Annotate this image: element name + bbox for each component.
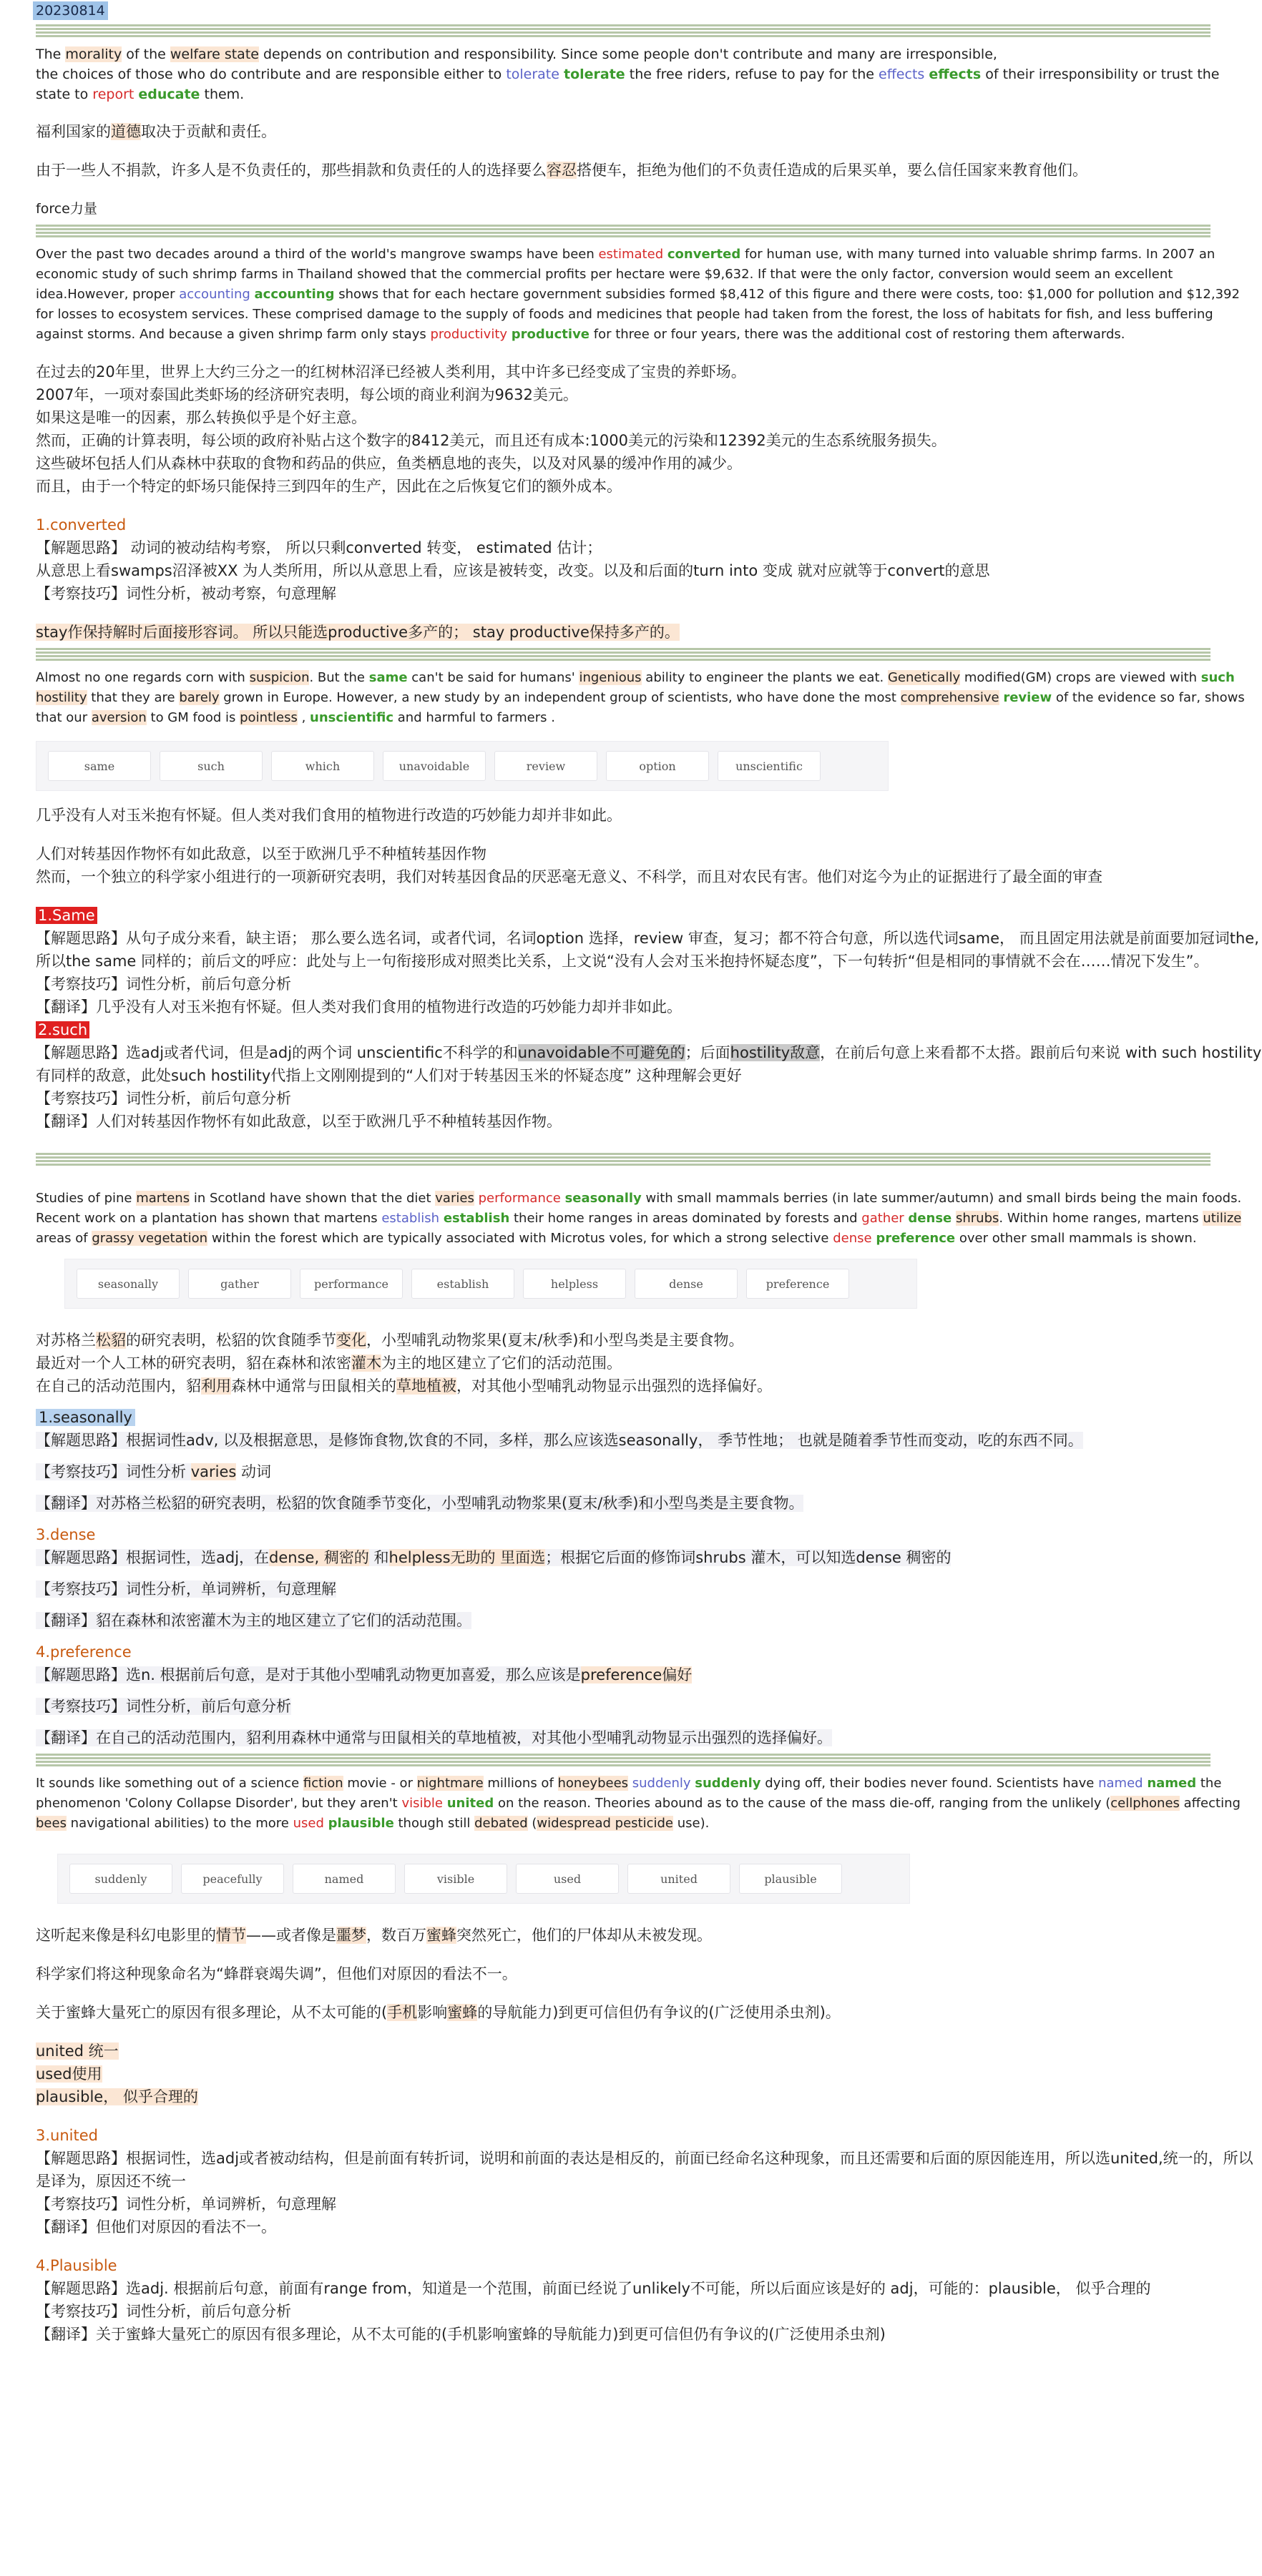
text-run: 森林中通常与田鼠相关的 <box>231 1377 396 1395</box>
passage-3-chinese-2: 人们对转基因作物怀有如此敌意，以至于欧洲几乎不种植转基因作物 <box>36 845 486 862</box>
text-run: for three or four years, there was the additional cost of restoring them afterwards. <box>590 327 1125 342</box>
text-run: 对苏格兰 <box>36 1332 96 1349</box>
text-run: to GM food is <box>146 710 240 725</box>
option-button[interactable]: visible <box>404 1864 507 1894</box>
highlighted-word: barely <box>179 690 220 705</box>
highlighted-word: 情节 <box>216 1927 246 1944</box>
translation-sentence: 而且，由于一个特定的虾场只能保持三到四年的生产，因此在之后恢复它们的额外成本。 <box>36 478 622 495</box>
passage-4-chinese-2 <box>36 1352 1262 1375</box>
text-run: 这听起来像是科幻电影里的 <box>36 1927 216 1944</box>
option-button[interactable]: establish <box>411 1269 514 1299</box>
wrong-answer-word: estimated <box>598 247 664 262</box>
option-button[interactable]: unscientific <box>718 751 821 781</box>
highlighted-word: suspicion <box>249 670 310 685</box>
highlighted-word: honeybees <box>557 1776 629 1791</box>
passage-5-chinese-3 <box>36 2001 1262 2024</box>
passage-1-chinese-2 <box>36 159 1262 182</box>
text-run: 的导航能力)到更可信但仍有争议的(广泛使用杀虫剂)。 <box>477 2004 841 2021</box>
option-button[interactable]: used <box>516 1864 619 1894</box>
analysis-line: 【解题思路】选n. 根据前后句意，是对于其他小型哺乳动物更加喜爱，那么应该是preference偏好 <box>36 1666 693 1683</box>
wrong-answer-word: gather <box>861 1211 904 1226</box>
vocab-item: united 统一 <box>36 2042 119 2060</box>
analysis-line: 【解题思路】根据词性，选adj或者被动结构，但是前面有转折词，说明和前面的表达是相反的，前面已经命名这种现象，而且还需要和后面的原因能连用，所以选united,统一的，所以是译为，原因还不统一 <box>36 2150 1253 2190</box>
blank-word: named <box>1098 1776 1143 1791</box>
text-run: 取决于贡献和责任。 <box>141 123 276 140</box>
section-divider <box>36 24 1210 37</box>
highlighted-word: pointless <box>240 710 298 725</box>
wrong-answer-word: performance <box>478 1191 561 1206</box>
text-run: 在自己的活动范围内，貂 <box>36 1377 201 1395</box>
analysis-line: 【解题思路】根据词性，选adj，在dense, 稠密的 和helpless无助的 里面选；根据它后面的修饰词shrubs 灌木，可以知选dense 稠密的 <box>36 1549 952 1566</box>
passage-2-english <box>36 245 1252 345</box>
option-button[interactable]: plausible <box>739 1864 842 1894</box>
answer-title-converted: 1.converted <box>36 516 127 534</box>
option-button[interactable]: unavoidable <box>383 751 486 781</box>
option-button[interactable]: seasonally <box>77 1269 180 1299</box>
text-run: affecting <box>1179 1796 1241 1811</box>
option-button[interactable]: such <box>160 751 263 781</box>
text-run: 为主的地区建立了它们的活动范围。 <box>381 1355 622 1372</box>
text-run: Studies of pine <box>36 1191 137 1206</box>
option-button[interactable]: named <box>293 1864 396 1894</box>
highlighted-word: martens <box>136 1191 190 1206</box>
answer-word: review <box>1003 690 1052 705</box>
text-run: 影响 <box>417 2004 448 2021</box>
translation-line: 【翻译】在自己的活动范围内，貂利用森林中通常与田鼠相关的草地植被，对其他小型哺乳动物显示出强烈的选择偏好。 <box>36 1729 832 1746</box>
text-run: . But the <box>309 670 369 685</box>
answer-word: dense <box>908 1211 952 1226</box>
passage-4-english <box>36 1189 1252 1249</box>
highlighted-word: shrubs <box>955 1211 999 1226</box>
text-run: modified(GM) crops are viewed with <box>960 670 1201 685</box>
section-divider <box>36 1754 1210 1766</box>
analysis-line: 【解题思路】选adj或者代词，但是adj的两个词 unscientific不科学的和unavoidable不可避免的；后面hostility敌意，在前后句意上来看都不太搭。跟前后句来说 with such hostility有同样的敌意，此处such hostility代指上文刚刚提到的“人们对于转基因玉米的怀疑态度” 这种理解会更好 <box>36 1044 1262 1084</box>
highlighted-word: Genetically <box>887 670 961 685</box>
text-run: ，对其他小型哺乳动物显示出强烈的选择偏好。 <box>456 1377 772 1395</box>
option-button[interactable]: performance <box>300 1269 403 1299</box>
analysis-line: 【解题思路】 动词的被动结构考察， 所以只剩converted 转变， estimated 估计； <box>36 539 602 556</box>
text-run: of their irresponsibility or trust the state to <box>36 67 1220 102</box>
passage-5-chinese-2: 科学家们将这种现象命名为“蜂群衰竭失调”，但他们对原因的看法不一。 <box>36 1965 517 1982</box>
text-run: areas of <box>36 1231 92 1246</box>
option-button[interactable]: same <box>48 751 151 781</box>
text-run: 的研究表明，松貂的饮食随季节 <box>126 1332 336 1349</box>
highlighted-word: 草地植被 <box>396 1377 456 1395</box>
text-run: the choices of those who do contribute and are responsible either to <box>36 67 507 82</box>
analysis-line: 从意思上看swamps沼泽被XX 为人类所用，所以从意思上看，应该是被转变，改变。以及和后面的turn into 变成 就对应就等于convert的意思 <box>36 562 990 579</box>
highlighted-word: grassy vegetation <box>92 1231 208 1246</box>
passage-5-chinese-1 <box>36 1924 1262 1947</box>
vocab-item: plausible， 似乎合理的 <box>36 2088 198 2105</box>
highlighted-word: utilize <box>1203 1211 1242 1226</box>
highlighted-word: hostility <box>36 690 87 705</box>
text-run: Almost no one regards corn with <box>36 670 250 685</box>
option-button[interactable]: suddenly <box>69 1864 172 1894</box>
passage-1-english <box>36 44 1252 104</box>
answer-word: effects <box>929 67 982 82</box>
text-run: depends on contribution and responsibility. Since some people don't contribute and many are irresponsible, <box>258 46 997 62</box>
answer-word: named <box>1147 1776 1197 1791</box>
answer-word: accounting <box>254 287 335 302</box>
answer-word: establish <box>443 1211 510 1226</box>
highlighted-word: 噩梦 <box>336 1927 366 1944</box>
text-run: The <box>36 46 66 62</box>
option-button[interactable]: dense <box>635 1269 738 1299</box>
highlighted-word: 蜜蜂 <box>447 2004 478 2021</box>
passage-1-note: force力量 <box>36 201 97 217</box>
text-run: 关于蜜蜂大量死亡的原因有很多理论，从不太可能的( <box>36 2004 388 2021</box>
skill-line: 【考察技巧】词性分析，被动考察，句意理解 <box>36 585 336 602</box>
skill-line: 【考察技巧】词性分析 varies 动词 <box>36 1463 272 1480</box>
answer-word: such <box>1200 670 1235 685</box>
highlighted-word: fiction <box>303 1776 343 1791</box>
text-run: their home ranges in areas dominated by forests and <box>509 1211 862 1226</box>
answer-word: tolerate <box>564 67 625 82</box>
analysis-line: 【解题思路】根据词性adv, 以及根据意思，是修饰食物,饮食的不同，多样，那么应该选seasonally， 季节性地； 也就是随着季节性而变动，吃的东西不同。 <box>36 1432 1083 1449</box>
section-divider <box>36 648 1210 661</box>
text-run: on the reason. Theories abound as to the cause of the mass die-off, ranging from the unlikely ( <box>494 1796 1111 1811</box>
highlighted-word: widespread pesticide <box>537 1816 673 1831</box>
highlighted-word: ingenious <box>579 670 642 685</box>
highlighted-word: aversion <box>91 710 147 725</box>
answer-title-united: 3.united <box>36 2127 98 2144</box>
option-button[interactable]: peacefully <box>181 1864 284 1894</box>
text-run: for human use, with many turned into valuable shrimp farms. In 2007 an economic study of such shrimp farms in Thailand showed that the commercial profits per hectare were $9,632. If that were the only factor, conversion would seem an excellent idea.However, proper <box>36 247 1215 302</box>
options-panel-4 <box>64 1259 917 1309</box>
highlighted-word: debated <box>474 1816 528 1831</box>
text-run: can't be said for humans' <box>407 670 579 685</box>
stay-note: stay作保持解时后面接形容词。 所以只能选productive多产的； stay productive保持多产的。 <box>36 624 680 641</box>
passage-3-chinese-3: 然而，一个独立的科学家小组进行的一项新研究表明，我们对转基因食品的厌恶毫无意义、不科学，而且对农民有害。他们对迄今为止的证据进行了最全面的审查 <box>36 868 1102 885</box>
wrong-answer-word: visible <box>401 1796 443 1811</box>
text-run: the phenomenon 'Colony Collapse Disorder', but they aren't <box>36 1776 1222 1811</box>
blank-word: establish <box>381 1211 440 1226</box>
answer-word: educate <box>138 87 200 102</box>
passage-3-chinese-1: 几乎没有人对玉米抱有怀疑。但人类对我们食用的植物进行改造的巧妙能力却并非如此。 <box>36 807 622 824</box>
text-run: that they are <box>87 690 180 705</box>
highlighted-word: comprehensive <box>900 690 999 705</box>
text-run: though still <box>393 1816 475 1831</box>
text-run: ( <box>527 1816 537 1831</box>
answer-word: preference <box>876 1231 956 1246</box>
text-run: 突然死亡，他们的尸体却从未被发现。 <box>456 1927 712 1944</box>
translation-line: 【翻译】但他们对原因的看法不一。 <box>36 2218 276 2236</box>
text-run: ，数百万 <box>366 1927 426 1944</box>
text-run: of the <box>122 46 170 62</box>
passage-1-chinese-1 <box>36 120 1262 143</box>
text-run: millions of <box>483 1776 558 1791</box>
answer-title-same: 1.Same <box>36 907 97 924</box>
text-run: 福利国家的 <box>36 123 111 140</box>
option-button[interactable]: helpless <box>523 1269 626 1299</box>
text-run: of the evidence so far, shows that our <box>36 690 1245 725</box>
highlighted-word: varies <box>435 1191 474 1206</box>
translation-sentence: 然而，正确的计算表明，每公顷的政府补贴占这个数字的8412美元，而且还有成本:1000美元的污染和12392美元的生态系统服务损失。 <box>36 432 946 449</box>
text-run: use). <box>673 1816 710 1831</box>
text-run: grown in Europe. However, a new study by an independent group of scientists, who have done the most <box>219 690 901 705</box>
section-divider <box>36 1153 1210 1166</box>
answer-word: united <box>446 1796 494 1811</box>
passage-5-english <box>36 1774 1252 1834</box>
highlighted-word: nightmare <box>416 1776 484 1791</box>
skill-line: 【考察技巧】词性分析，前后句意分析 <box>36 1698 291 1715</box>
answer-word: same <box>368 670 408 685</box>
passage-4-chinese-3 <box>36 1375 1262 1397</box>
skill-line: 【考察技巧】词性分析，单词辨析，句意理解 <box>36 2196 336 2213</box>
answer-word: plausible <box>328 1816 394 1831</box>
text-run: with small mammals berries (in late summer/autumn) and small birds being the main foods. Recent work on a plantation has shown that martens <box>36 1191 1242 1226</box>
highlighted-word: 灌木 <box>351 1355 381 1372</box>
text-run: 由于一些人不捐款，许多人是不负责任的，那些捐款和负责任的人的选择要么 <box>36 162 547 179</box>
answer-word: productive <box>511 327 590 342</box>
vocab-item: used使用 <box>36 2065 102 2083</box>
text-run: movie - or <box>343 1776 417 1791</box>
skill-line: 【考察技巧】词性分析，前后句意分析 <box>36 2303 291 2320</box>
text-run: ability to engineer the plants we eat. <box>641 670 888 685</box>
option-button[interactable]: united <box>627 1864 730 1894</box>
highlighted-word: morality <box>65 46 122 62</box>
translation-line: 【翻译】关于蜜蜂大量死亡的原因有很多理论，从不太可能的(手机影响蜜蜂的导航能力)到更可信但仍有争议的(广泛使用杀虫剂) <box>36 2326 886 2343</box>
wrong-answer-word: used <box>293 1816 324 1831</box>
wrong-answer-word: dense <box>833 1231 872 1246</box>
answer-word: seasonally <box>564 1191 642 1206</box>
option-button[interactable]: option <box>606 751 709 781</box>
translation-sentence: 在过去的20年里，世界上大约三分之一的红树林沼泽已经被人类利用，其中许多已经变成了宝贵的养虾场。 <box>36 363 746 380</box>
date-label[interactable]: 20230814 <box>33 1 108 20</box>
answer-title-dense: 3.dense <box>36 1526 96 1543</box>
highlighted-word: 道德 <box>111 123 141 140</box>
highlighted-word: welfare state <box>170 46 259 62</box>
text-run: them. <box>200 87 245 102</box>
analysis-line: 【解题思路】从句子成分来看，缺主语； 那么要么选名词，或者代词，名词option 选择，review 审查，复习；都不符合句意，所以选代词same， 而且固定用法就是前面要加冠词the, 所以the same 同样的；前后文的呼应：此处与上一句衔接形成对照类比关系，上文说“没有人会对玉米抱持怀疑态度”，下一句转折“但是相同的事情就不会在……情况下发生”。 <box>36 930 1259 970</box>
highlighted-word: 利用 <box>201 1377 231 1395</box>
skill-line: 【考察技巧】词性分析，前后句意分析 <box>36 975 291 993</box>
answer-title-preference: 4.preference <box>36 1643 132 1661</box>
highlighted-word: 变化 <box>336 1332 366 1349</box>
answer-title-seasonally: 1.seasonally <box>36 1409 135 1426</box>
blank-word: suddenly <box>632 1776 691 1791</box>
skill-line: 【考察技巧】词性分析，单词辨析，句意理解 <box>36 1580 336 1598</box>
passage-2-chinese <box>36 360 1262 498</box>
highlighted-word: 松貂 <box>96 1332 126 1349</box>
blank-word: accounting <box>179 287 250 302</box>
translation-sentence: 如果这是唯一的因素，那么转换似乎是个好主意。 <box>36 409 366 426</box>
text-run: Over the past two decades around a third of the world's mangrove swamps have been <box>36 247 599 262</box>
text-run: the free riders, refuse to pay for the <box>625 67 879 82</box>
translation-sentence: 这些破坏包括人们从森林中获取的食物和药品的供应，鱼类栖息地的丧失，以及对风暴的缓冲作用的减少。 <box>36 455 742 472</box>
translation-sentence: 2007年，一项对泰国此类虾场的经济研究表明，每公顷的商业利润为9632美元。 <box>36 386 578 403</box>
text-run: over other small mammals is shown. <box>955 1231 1197 1246</box>
skill-line: 【考察技巧】词性分析，前后句意分析 <box>36 1090 291 1107</box>
answer-title-such: 2.such <box>36 1021 89 1038</box>
section-divider <box>36 225 1210 237</box>
answer-word: suddenly <box>695 1776 761 1791</box>
translation-line: 【翻译】对苏格兰松貂的研究表明，松貂的饮食随季节变化，小型哺乳动物浆果(夏末/秋季)和小型鸟类是主要食物。 <box>36 1495 804 1512</box>
translation-line: 【翻译】几乎没有人对玉米抱有怀疑。但人类对我们食用的植物进行改造的巧妙能力却并非如此。 <box>36 998 682 1016</box>
highlighted-word: 容忍 <box>547 162 577 179</box>
translation-line: 【翻译】人们对转基因作物怀有如此敌意，以至于欧洲几乎不种植转基因作物。 <box>36 1113 562 1130</box>
text-run: dying off, their bodies never found. Scientists have <box>760 1776 1099 1791</box>
passage-4-chinese-1 <box>36 1329 1262 1352</box>
blank-word: tolerate <box>506 67 559 82</box>
highlighted-word: 手机 <box>387 2004 418 2021</box>
answer-title-plausible: 4.Plausible <box>36 2257 117 2274</box>
text-run: in Scotland have shown that the diet <box>190 1191 436 1206</box>
highlighted-word: cellphones <box>1110 1796 1180 1811</box>
option-button[interactable]: review <box>494 751 597 781</box>
wrong-answer-word: report <box>92 87 134 102</box>
option-button[interactable]: which <box>271 751 374 781</box>
text-run: and harmful to farmers . <box>393 710 555 725</box>
blank-word: effects <box>879 67 925 82</box>
translation-line: 【翻译】貂在森林和浓密灌木为主的地区建立了它们的活动范围。 <box>36 1612 471 1629</box>
options-panel-5 <box>57 1854 910 1904</box>
option-button[interactable]: preference <box>746 1269 849 1299</box>
highlighted-word: bees <box>36 1816 67 1831</box>
text-run: It sounds like something out of a science <box>36 1776 303 1791</box>
answer-word: converted <box>667 247 741 262</box>
text-run: , <box>297 710 310 725</box>
text-run: . Within home ranges, martens <box>999 1211 1203 1226</box>
text-run: shows that for each hectare government subsidies formed $8,412 of this figure and there were costs, too: $1,000 for pollution and $12,392 for losses to ecosystem services. These comprised damage to the supply of foods and medicines that people had taken from the forest, the loss of habitats for fish, and less buffering against storms. And because a given shrimp farm only stays <box>36 287 1240 342</box>
options-panel-3 <box>36 741 889 791</box>
answer-word: unscientific <box>310 710 394 725</box>
passage-3-english <box>36 668 1252 728</box>
text-run: 最近对一个人工林的研究表明，貂在森林和浓密 <box>36 1355 351 1372</box>
text-run: ——或者像是 <box>246 1927 336 1944</box>
text-run: 搭便车，拒绝为他们的不负责任造成的后果买单，要么信任国家来教育他们。 <box>577 162 1087 179</box>
text-run: ，小型哺乳动物浆果(夏末/秋季)和小型鸟类是主要食物。 <box>366 1332 744 1349</box>
text-run: within the forest which are typically associated with Microtus voles, for which a strong selective <box>207 1231 833 1246</box>
wrong-answer-word: productivity <box>430 327 508 342</box>
analysis-line: 【解题思路】选adj. 根据前后句意，前面有range from，知道是一个范围，前面已经说了unlikely不可能，所以后面应该是好的 adj，可能的：plausible， 似乎合理的 <box>36 2280 1151 2297</box>
option-button[interactable]: gather <box>188 1269 291 1299</box>
text-run: navigational abilities) to the more <box>66 1816 293 1831</box>
highlighted-word: 蜜蜂 <box>426 1927 456 1944</box>
